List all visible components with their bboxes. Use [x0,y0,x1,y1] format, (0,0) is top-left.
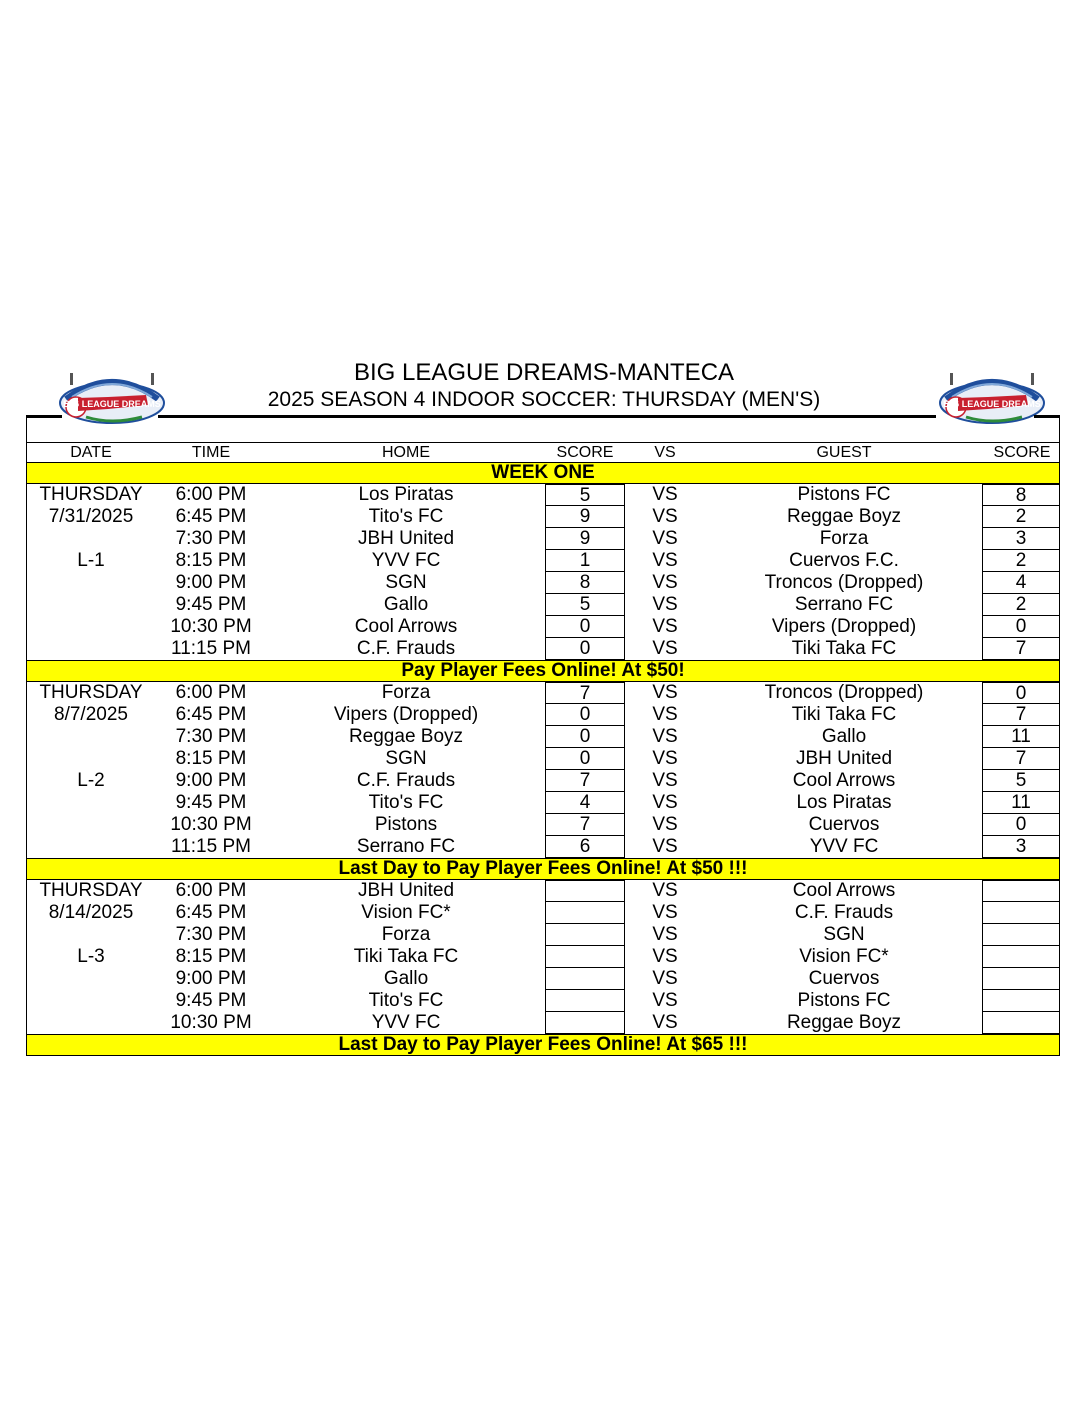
spacer-row [27,418,1059,443]
svg-text:BIG LEAGUE DREAMS: BIG LEAGUE DREAMS [63,399,161,409]
table-row [27,792,1059,814]
home-score-cell: 0 [545,726,625,748]
home-score-cell: 0 [545,638,625,660]
guest-score-cell: 2 [982,550,1060,572]
home-score-cell: 0 [545,616,625,638]
home-team: Serrano FC [356,836,456,857]
vs-label: VS [652,770,678,791]
table-row [27,770,1059,792]
vs-label: VS [652,880,678,901]
game-time: 9:00 PM [175,968,247,989]
game-time: 6:45 PM [175,902,247,923]
vs-label: VS [652,484,678,505]
game-date: L-1 [77,550,105,571]
game-time: 6:45 PM [175,506,247,527]
guest-score-cell [982,924,1060,946]
guest-score-cell: 3 [982,836,1060,858]
game-time: 9:00 PM [175,770,247,791]
vs-label: VS [652,946,678,967]
guest-score-cell: 11 [982,726,1060,748]
home-score-cell: 7 [545,682,625,704]
vs-label: VS [652,638,678,659]
game-time: 11:15 PM [171,836,251,857]
fee-notice-banner: Last Day to Pay Player Fees Online! At $50 !!! [27,858,1059,880]
home-score-cell [545,990,625,1012]
game-date [27,836,155,858]
table-row [27,550,1059,572]
home-score-cell: 0 [545,748,625,770]
home-score-cell: 9 [545,506,625,528]
guest-team: Pistons FC [797,484,891,505]
game-time: 7:30 PM [175,528,247,549]
game-time: 8:15 PM [175,748,247,769]
guest-score-cell [982,1012,1060,1034]
table-row [27,924,1059,946]
guest-score-cell: 0 [982,682,1060,704]
column-header-row [27,443,1059,462]
page-header [0,355,1088,417]
home-score-cell [545,880,625,902]
home-team: SGN [385,748,427,769]
game-date [27,572,155,594]
game-date [27,528,155,550]
game-time: 7:30 PM [175,924,247,945]
vs-label: VS [652,748,678,769]
guest-team: JBH United [795,748,893,769]
home-team: Los Piratas [358,484,454,505]
vs-label: VS [652,968,678,989]
game-time: 8:15 PM [175,946,247,967]
guest-score-cell: 7 [982,638,1060,660]
game-date [27,638,155,660]
guest-team: Pistons FC [797,990,891,1011]
game-date [27,924,155,946]
guest-score-cell [982,880,1060,902]
game-date: THURSDAY [39,880,143,901]
guest-score-cell: 11 [982,792,1060,814]
table-row [27,726,1059,748]
home-team: Forza [381,682,431,703]
vs-label: VS [652,550,678,571]
game-time: 11:15 PM [171,638,251,659]
vs-label: VS [652,990,678,1011]
home-score-cell: 8 [545,572,625,594]
schedule-table [26,418,1060,1056]
page-subtitle: 2025 SEASON 4 INDOOR SOCCER: THURSDAY (MEN'S) [267,388,821,411]
vs-label: VS [652,528,678,549]
table-row [27,638,1059,660]
home-score-cell: 0 [545,704,625,726]
home-team: Tiki Taka FC [353,946,459,967]
guest-team: Reggae Boyz [786,506,902,527]
table-row [27,1012,1059,1034]
column-header-home: HOME [382,444,430,461]
weeks-container [27,484,1059,1055]
vs-label: VS [652,902,678,923]
home-score-cell [545,968,625,990]
game-time: 8:15 PM [175,550,247,571]
game-date [27,616,155,638]
column-header-guest: GUEST [816,444,872,461]
vs-label: VS [652,704,678,725]
guest-team: C.F. Frauds [794,902,894,923]
guest-score-cell: 4 [982,572,1060,594]
game-date [27,594,155,616]
table-row [27,484,1059,506]
vs-label: VS [652,814,678,835]
fee-notice-banner: Pay Player Fees Online! At $50! [27,660,1059,682]
game-date [27,1012,155,1034]
game-date [27,792,155,814]
guest-team: Cuervos F.C. [789,550,899,571]
column-header-vs: VS [654,444,676,461]
home-team: Pistons [374,814,438,835]
table-row [27,506,1059,528]
game-time: 9:00 PM [175,572,247,593]
game-date [27,748,155,770]
game-time: 9:45 PM [175,990,247,1011]
home-score-cell: 4 [545,792,625,814]
game-time: 10:30 PM [170,1012,252,1033]
table-row [27,902,1059,924]
table-row [27,704,1059,726]
table-row [27,880,1059,902]
guest-team: SGN [823,924,865,945]
game-time: 10:30 PM [170,814,252,835]
vs-label: VS [652,792,678,813]
vs-label: VS [652,572,678,593]
table-row [27,836,1059,858]
week-title-banner: WEEK ONE [27,462,1059,484]
game-time: 10:30 PM [170,616,252,637]
table-row [27,748,1059,770]
home-team: Tito's FC [368,792,444,813]
home-team: Gallo [383,968,429,989]
guest-score-cell [982,990,1060,1012]
home-team: Tito's FC [368,990,444,1011]
guest-score-cell: 2 [982,594,1060,616]
game-time: 9:45 PM [175,792,247,813]
game-date: THURSDAY [39,682,143,703]
game-date: L-2 [77,770,105,791]
game-date [27,968,155,990]
game-date: 8/7/2025 [54,704,128,725]
table-row [27,968,1059,990]
guest-team: Reggae Boyz [786,1012,902,1033]
guest-team: Serrano FC [794,594,894,615]
home-score-cell: 7 [545,814,625,836]
game-time: 6:00 PM [175,682,247,703]
fee-notice-banner: Last Day to Pay Player Fees Online! At $65 !!! [27,1034,1059,1055]
home-score-cell [545,946,625,968]
game-date [27,814,155,836]
home-team: Cool Arrows [354,616,458,637]
table-row [27,616,1059,638]
home-score-cell: 1 [545,550,625,572]
svg-text:BIG LEAGUE DREAMS: BIG LEAGUE DREAMS [943,399,1041,409]
table-row [27,594,1059,616]
home-team: Forza [381,924,431,945]
guest-team: Cool Arrows [792,880,896,901]
guest-score-cell: 7 [982,748,1060,770]
game-date [27,726,155,748]
home-team: SGN [385,572,427,593]
home-score-cell [545,902,625,924]
home-score-cell: 5 [545,594,625,616]
guest-score-cell: 2 [982,506,1060,528]
home-team: YVV FC [371,1012,441,1033]
vs-label: VS [652,682,678,703]
home-score-cell: 7 [545,770,625,792]
guest-score-cell: 7 [982,704,1060,726]
table-row [27,946,1059,968]
guest-team: Tiki Taka FC [791,638,897,659]
vs-label: VS [652,616,678,637]
table-row [27,682,1059,704]
table-row [27,528,1059,550]
game-time: 6:00 PM [175,484,247,505]
guest-team: Forza [819,528,869,549]
home-team: JBH United [357,880,455,901]
home-score-cell [545,1012,625,1034]
guest-team: Vision FC* [799,946,889,967]
guest-team: YVV FC [809,836,879,857]
guest-team: Tiki Taka FC [791,704,897,725]
home-team: C.F. Frauds [356,638,456,659]
game-time: 7:30 PM [175,726,247,747]
column-header-home-score: SCORE [556,444,614,461]
home-score-cell: 5 [545,484,625,506]
game-time: 6:45 PM [175,704,247,725]
home-score-cell [545,924,625,946]
home-score-cell: 6 [545,836,625,858]
guest-team: Los Piratas [796,792,892,813]
guest-score-cell: 0 [982,616,1060,638]
guest-team: Cuervos [808,814,880,835]
game-date: THURSDAY [39,484,143,505]
vs-label: VS [652,506,678,527]
guest-score-cell: 3 [982,528,1060,550]
home-team: JBH United [357,528,455,549]
table-row [27,814,1059,836]
guest-score-cell [982,902,1060,924]
guest-team: Troncos (Dropped) [764,572,924,593]
home-team: Tito's FC [368,506,444,527]
home-team: Gallo [383,594,429,615]
guest-score-cell: 8 [982,484,1060,506]
guest-team: Cuervos [808,968,880,989]
game-time: 6:00 PM [175,880,247,901]
page-title: BIG LEAGUE DREAMS-MANTECA [353,359,735,386]
guest-team: Troncos (Dropped) [764,682,924,703]
home-team: C.F. Frauds [356,770,456,791]
guest-score-cell: 5 [982,770,1060,792]
vs-label: VS [652,1012,678,1033]
guest-score-cell [982,946,1060,968]
column-header-time: TIME [191,444,231,461]
table-row [27,990,1059,1012]
home-team: YVV FC [371,550,441,571]
game-date: 7/31/2025 [48,506,134,527]
game-date: 8/14/2025 [48,902,134,923]
table-row [27,572,1059,594]
game-date: L-3 [77,946,105,967]
game-date [27,990,155,1012]
guest-score-cell [982,968,1060,990]
column-header-guest-score: SCORE [993,444,1051,461]
column-header-date: DATE [70,444,112,461]
vs-label: VS [652,836,678,857]
home-score-cell: 9 [545,528,625,550]
home-team: Vipers (Dropped) [333,704,479,725]
vs-label: VS [652,594,678,615]
guest-team: Gallo [821,726,867,747]
guest-team: Vipers (Dropped) [771,616,917,637]
game-time: 9:45 PM [175,594,247,615]
vs-label: VS [652,726,678,747]
home-team: Vision FC* [361,902,451,923]
vs-label: VS [652,924,678,945]
guest-score-cell: 0 [982,814,1060,836]
guest-team: Cool Arrows [792,770,896,791]
home-team: Reggae Boyz [348,726,464,747]
